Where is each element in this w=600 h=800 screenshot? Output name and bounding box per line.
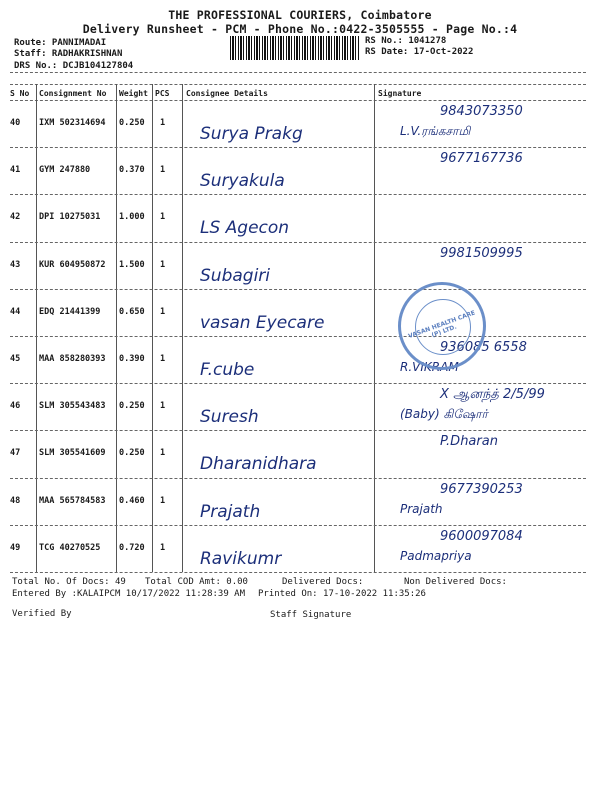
row-consignee-handwritten: F.cube (200, 360, 255, 380)
row-divider (10, 194, 586, 195)
table-bottom-rule (10, 572, 586, 573)
row-consignee-handwritten: Suresh (200, 407, 259, 428)
row-weight: 0.460 (119, 495, 145, 506)
row-pcs: 1 (160, 165, 166, 176)
row-sno: 42 (10, 212, 21, 223)
row-pcs: 1 (160, 212, 166, 223)
row-consignee-handwritten: LS Agecon (200, 218, 290, 239)
row-weight: 0.250 (119, 448, 145, 459)
row-weight: 0.650 (119, 306, 145, 317)
row-consignment: KUR 604950872 (39, 259, 106, 270)
row-weight: 0.250 (119, 401, 145, 412)
row-pcs: 1 (160, 495, 166, 506)
rs-date: RS Date: 17-Oct-2022 (365, 47, 474, 57)
row-signature-secondary: R.VIKRAM (400, 360, 459, 374)
column-divider (36, 84, 37, 572)
row-sno: 40 (10, 118, 21, 128)
stamp-text: VASAN HEALTH CARE (P) LTD. (407, 309, 477, 341)
row-consignee-handwritten: Surya Prakg (200, 124, 303, 144)
rs-number: RS No.: 1041278 (365, 36, 447, 46)
row-signature: 9843073350 (440, 104, 523, 119)
row-weight: 0.250 (119, 118, 145, 128)
row-consignee-handwritten: Suryakula (200, 171, 285, 192)
row-signature: 936085 6558 (440, 340, 527, 355)
row-weight: 1.500 (119, 259, 145, 270)
staff-signature: Staff Signature (270, 610, 352, 620)
row-divider (10, 430, 586, 431)
row-consignee-handwritten: Prajath (200, 501, 261, 522)
row-consignee-handwritten: Subagiri (200, 265, 271, 286)
printed-on: Printed On: 17-10-2022 11:35:26 (258, 589, 426, 599)
row-signature: 9600097084 (440, 528, 523, 544)
column-divider (374, 84, 375, 572)
column-header-rule (10, 100, 586, 101)
staff-label: Staff: RADHAKRISHNAN (14, 49, 123, 59)
row-divider (10, 242, 586, 243)
row-divider (10, 478, 586, 479)
row-pcs: 1 (160, 542, 166, 553)
row-signature: 9981509995 (440, 245, 523, 261)
row-weight: 0.370 (119, 165, 145, 176)
row-consignment: IXM 502314694 (39, 118, 106, 128)
runsheet-title: Delivery Runsheet - PCM - Phone No.:0422-3505555 - Page No.:4 (82, 22, 518, 36)
header-divider (10, 72, 586, 73)
row-sno: 45 (10, 354, 21, 364)
row-divider (10, 147, 586, 148)
row-consignee-handwritten: Ravikumr (200, 548, 282, 569)
row-sno: 48 (10, 495, 21, 506)
non-delivered-docs: Non Delivered Docs: (404, 577, 507, 587)
row-consignment: MAA 858280393 (39, 354, 106, 364)
row-consignment: TCG 40270525 (39, 542, 101, 553)
column-divider (152, 84, 153, 572)
row-pcs: 1 (160, 354, 166, 364)
row-pcs: 1 (160, 401, 166, 412)
row-sno: 47 (10, 448, 21, 459)
row-pcs: 1 (160, 259, 166, 270)
company-stamp (398, 282, 486, 370)
col-header-signature: Signature (378, 89, 422, 98)
row-signature-secondary: Padmapriya (400, 548, 472, 563)
barcode-image (230, 36, 360, 60)
row-consignment: MAA 565784583 (39, 495, 106, 506)
row-divider (10, 336, 586, 337)
row-pcs: 1 (160, 448, 166, 459)
row-consignment: GYM 247880 (39, 165, 91, 176)
row-signature: 9677167736 (440, 151, 523, 167)
row-consignment: DPI 10275031 (39, 212, 101, 223)
row-consignment: SLM 305543483 (39, 401, 106, 412)
col-header-sno: S No (10, 89, 30, 98)
row-signature: 9677390253 (440, 481, 523, 497)
entered-by: Entered By :KALAIPCM 10/17/2022 11:28:39 AM (12, 589, 245, 599)
row-consignee-handwritten: Dharanidhara (200, 454, 317, 475)
row-weight: 0.720 (119, 542, 145, 553)
row-signature: P.Dharan (440, 434, 498, 450)
col-header-consignment: Consignment No (39, 89, 107, 98)
row-pcs: 1 (160, 306, 166, 317)
total-docs: Total No. Of Docs: 49 (12, 577, 126, 587)
column-divider (182, 84, 183, 572)
row-sno: 46 (10, 401, 21, 412)
row-sno: 44 (10, 306, 21, 317)
row-divider (10, 289, 586, 290)
route-label: Route: PANNIMADAI (14, 38, 107, 48)
row-divider (10, 383, 586, 384)
row-signature-secondary: (Baby) கிஷோர் (400, 407, 488, 422)
row-signature-secondary: L.V.ரங்கசாமி (400, 124, 471, 138)
drs-label: DRS No.: DCJB104127804 (14, 61, 134, 71)
row-sno: 49 (10, 542, 21, 553)
company-title: THE PROFESSIONAL COURIERS, Coimbatore (168, 8, 432, 22)
row-signature-secondary: Prajath (400, 501, 443, 516)
row-sno: 41 (10, 165, 21, 176)
delivered-docs: Delivered Docs: (282, 577, 364, 587)
row-divider (10, 525, 586, 526)
row-sno: 43 (10, 259, 21, 270)
column-divider (116, 84, 117, 572)
row-consignment: EDQ 21441399 (39, 306, 101, 317)
row-weight: 1.000 (119, 212, 145, 223)
col-header-weight: Weight (119, 89, 148, 98)
row-consignment: SLM 305541609 (39, 448, 106, 459)
col-header-consignee: Consignee Details (186, 89, 268, 98)
row-signature: X ஆனந்த் 2/5/99 (440, 387, 545, 403)
verified-by: Verified By (12, 609, 72, 619)
col-header-pcs: PCS (155, 89, 170, 98)
row-pcs: 1 (160, 118, 166, 128)
row-consignee-handwritten: vasan Eyecare (200, 312, 325, 333)
total-cod: Total COD Amt: 0.00 (145, 577, 248, 587)
table-top-rule (10, 84, 586, 85)
row-weight: 0.390 (119, 354, 145, 364)
